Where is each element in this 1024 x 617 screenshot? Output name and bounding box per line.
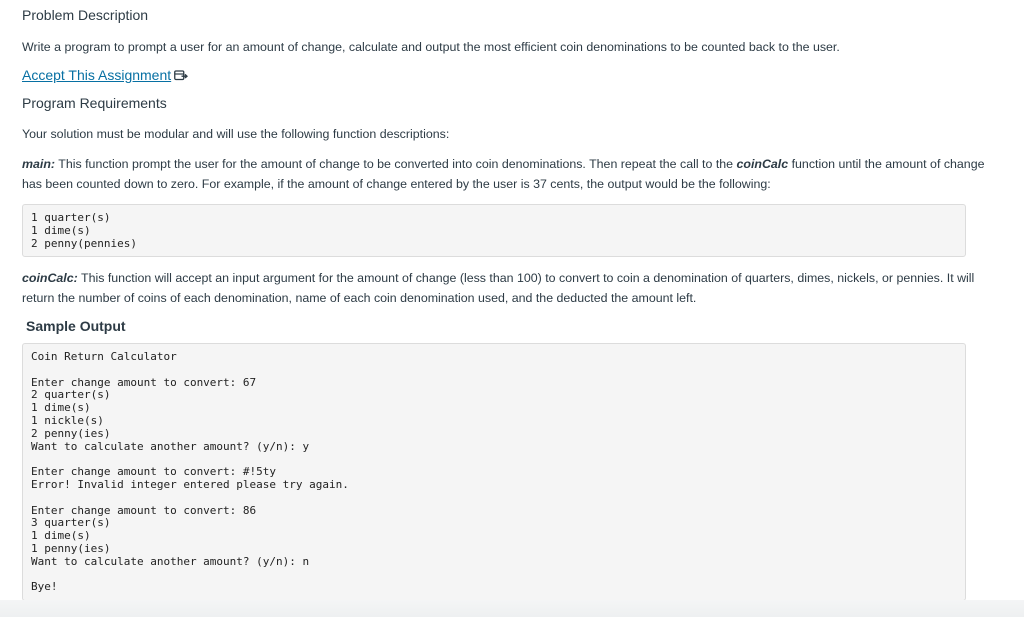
sample-output-heading: Sample Output xyxy=(26,318,126,334)
main-text-after: function until the amount of change has been counted down to zero. For example, if the amount of change entered by the user is 37 cents, the output would be the following: xyxy=(22,157,985,191)
intro-paragraph: Write a program to prompt a user for an amount of change, calculate and output the most efficient coin denominations to be counted back to the user. xyxy=(22,40,840,54)
coincalc-reference: coinCalc xyxy=(736,157,789,171)
bottom-shade xyxy=(0,600,1024,617)
program-requirements-heading: Program Requirements xyxy=(22,95,167,111)
example-output-block: 1 quarter(s) 1 dime(s) 2 penny(pennies) xyxy=(22,204,966,257)
sample-output-block: Coin Return Calculator Enter change amount to convert: 67 2 quarter(s) 1 dime(s) 1 nickle(s) 2 penny(ies) Want to calculate another amount? (y/n): y Enter change amount to convert: #!5ty Error! Invalid integer entered please try again. Enter change amount to convert: 86 3 quarter(s) 1 dime(s) 1 penny(ies) Want to calculate another amount? (y/n): n Bye! xyxy=(22,343,966,601)
accept-assignment-row xyxy=(22,67,188,84)
coincalc-text: This function will accept an input argument for the amount of change (less than 100) to convert to coin a denomination of quarters, dimes, nickels, or pennies. It will return the number of coins of each denomination, name of each coin denomination used, and the deducted the amount left. xyxy=(22,271,975,305)
main-function-description xyxy=(22,154,990,194)
coincalc-function-description xyxy=(22,268,990,308)
requirements-intro: Your solution must be modular and will use the following function descriptions: xyxy=(22,127,450,141)
external-link-icon xyxy=(174,68,188,84)
main-text-before: This function prompt the user for the amount of change to be converted into coin denominations. Then repeat the call to the xyxy=(55,157,737,171)
main-function-name: main: xyxy=(22,157,56,171)
problem-description-heading: Problem Description xyxy=(22,7,149,23)
coincalc-function-name: coinCalc: xyxy=(22,271,78,285)
accept-assignment-link[interactable]: Accept This Assignment xyxy=(22,67,172,83)
